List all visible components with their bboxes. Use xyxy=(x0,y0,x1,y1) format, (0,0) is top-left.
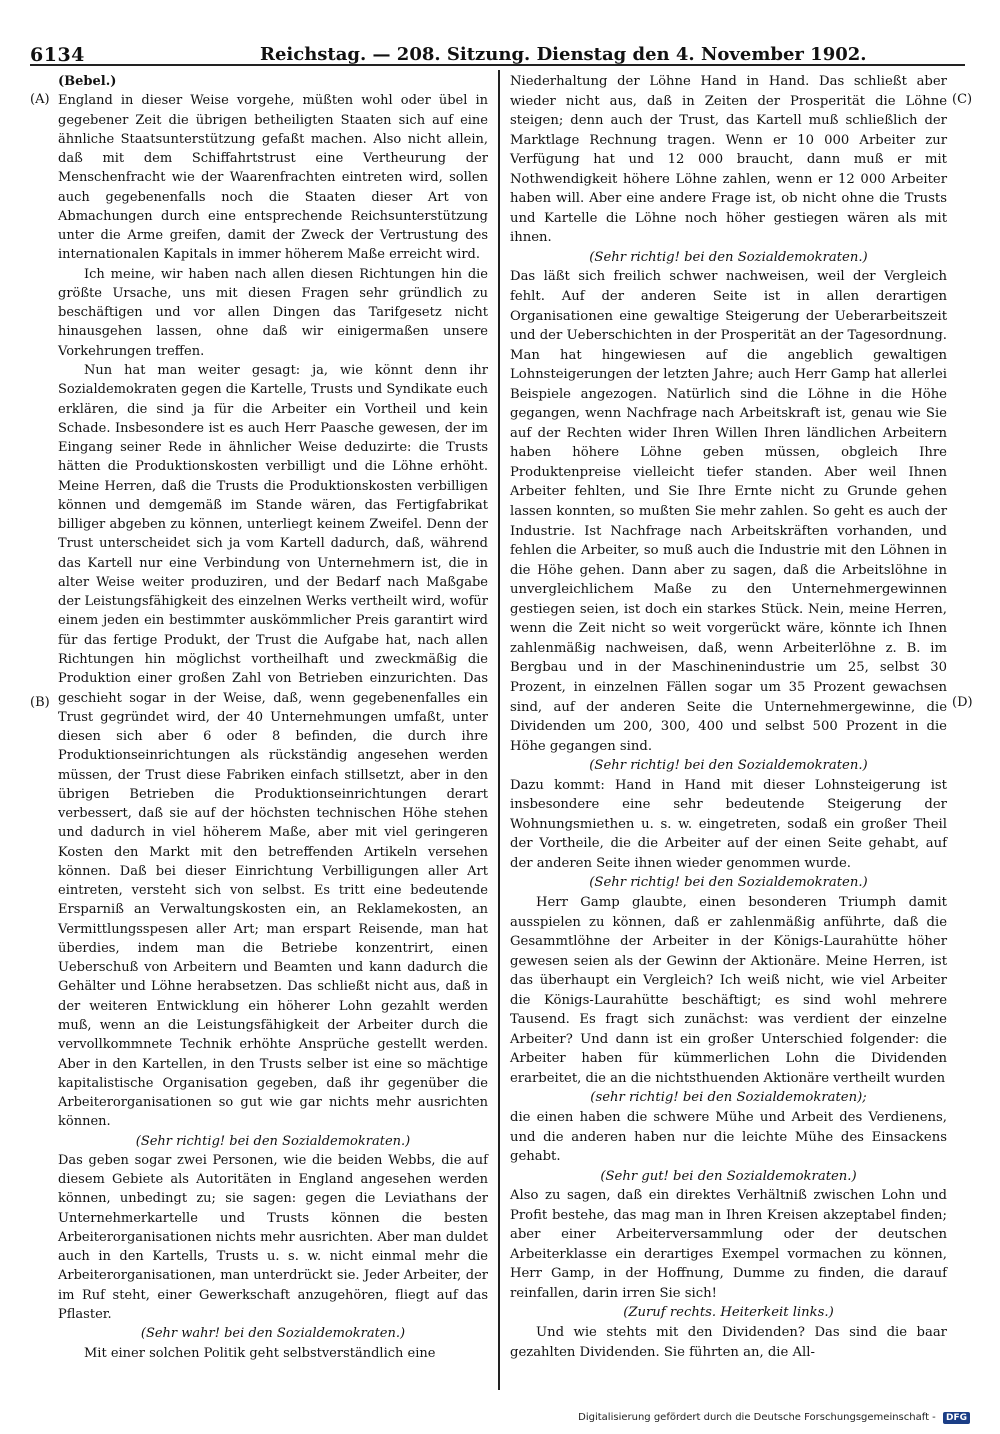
interjection: (Sehr richtig! bei den Sozialdemokraten.) xyxy=(589,249,868,265)
paragraph: Das geben sogar zwei Personen, wie die beiden Webbs, die auf diesem Gebiete als Autoritäten in England angesehen werden können, unbedingt zu; sie sagen: gegen die Leviathans der Unternehmerkartelle und Trusts können die besten Arbeiterorganisationen nichts mehr ausrichten. Aber man duldet auch in den Kartells, Trusts u. s. w. nicht einmal mehr die Arbeiterorganisationen, man unterdrückt sie. Jeder Arbeiter, der im Ruf steht, einer Gewerkschaft anzugehören, fliegt auf das Pflaster. xyxy=(58,1152,488,1322)
right-column xyxy=(510,72,947,1362)
paragraph: Dazu kommt: Hand in Hand mit dieser Lohnsteigerung ist insbesondere eine sehr bedeutende Steigerung der Wohnungsmiethen u. s. w. eingetreten, sodaß ein großer Theil der Vortheile, die die Arbeiter auf der einen Seite gehabt, auf der anderen Seite ihnen wieder genommen wurde. xyxy=(510,777,947,871)
footer-credit xyxy=(578,1412,970,1424)
interjection: (sehr richtig! bei den Sozialdemokraten); xyxy=(590,1090,867,1106)
margin-label-b: (B) xyxy=(30,695,50,710)
margin-label-c: (C) xyxy=(952,92,973,107)
footer-text: Digitalisierung gefördert durch die Deutsche Forschungsgemeinschaft - xyxy=(578,1412,936,1423)
header-rule xyxy=(30,64,965,66)
dfg-logo-icon: DFG xyxy=(943,1412,970,1424)
paragraph: die einen haben die schwere Mühe und Arbeit des Verdienens, und die anderen haben nur die leichte Mühe des Einsackens gehabt. xyxy=(510,1109,947,1165)
paragraph: Ich meine, wir haben nach allen diesen Richtungen hin die größte Ursache, uns mit diesen Fragen sehr gründlich zu beschäftigen und vor allen Dingen das Tarifgesetz nicht hinausgehen lassen, ohne daß wir einigermaßen unsere Vorkehrungen treffen. xyxy=(58,266,488,359)
paragraph: Niederhaltung der Löhne Hand in Hand. Das schließt aber wieder nicht aus, daß in Zeiten der Prosperität die Löhne steigen; denn auch der Trust, das Kartell muß schließlich der Marktlage Rechnung tragen. Wenn er 10 000 Arbeiter zur Verfügung hat und 12 000 braucht, dann muß er mit Nothwendigkeit höhere Löhne zahlen, wenn er 12 000 Arbeiter haben will. Aber eine andere Frage ist, ob nicht ohne die Trusts und Kartelle die Löhne noch höher gestiegen wären als mit ihnen. xyxy=(510,74,947,246)
paragraph: Also zu sagen, daß ein direktes Verhältniß zwischen Lohn und Profit bestehe, das mag man in Ihren Kreisen akzeptabel finden; aber einer Arbeiterversammlung oder der deutschen Arbeiterklasse ein derartiges Exempel vormachen zu können, Herr Gamp, in der Hoffnung, Dumme zu finden, die darauf reinfallen, darin irren Sie sich! xyxy=(510,1188,947,1301)
page-number: 6134 xyxy=(30,44,85,66)
paragraph: Das läßt sich freilich schwer nachweisen, weil der Vergleich fehlt. Auf der anderen Seite ist in allen derartigen Organisationen eine gewaltige Steigerung der Ueberarbeitszeit und der Ueberschichten in der Prosperität an der Tagesordnung. Man hat hingewiesen auf die angeblich gewaltigen Lohnsteigerungen der letzten Jahre; auch Herr Gamp hat allerlei Beispiele angezogen. Natürlich sind die Löhne in die Höhe gegangen, wenn Nachfrage nach Arbeitskraft ist, genau wie Sie auf der Rechten wider Ihren Willen Ihren ländlichen Arbeitern haben höhere Löhne geben müssen, obgleich Ihre Produktenpreise vielleicht tiefer standen. Aber weil Ihnen Arbeiter fehlten, und Sie Ihre Ernte nicht zu Grunde gehen lassen konnten, so mußten Sie mehr zahlen. So geht es auch der Industrie. Ist Nachfrage nach Arbeitskräften vorhanden, und fehlen die Arbeiter, so muß auch die Industrie mit den Löhnen in die Höhe gehen. Dann aber zu sagen, daß die Arbeitslöhne in unvergleichlichem Maße zu den Unternehmergewinnen gestiegen seien, ist doch ein starkes Stück. Nein, meine Herren, wenn die Zeit nicht so weit vorgerückt wäre, könnte ich Ihnen zahlenmäßig nachweisen, daß, wenn Arbeiterlöhne z. B. im Bergbau und in der Maschinenindustrie um 25, selbst 30 Prozent, in einzelnen Fällen sogar um 35 Prozent gewachsen sind, auf der anderen Seite die Unternehmergewinne, die Dividenden um 200, 300, 400 und selbst 500 Prozent in die Höhe gegangen sind. xyxy=(510,269,947,754)
margin-label-d: (D) xyxy=(952,695,973,710)
paragraph: Herr Gamp glaubte, einen besonderen Triumph damit ausspielen zu können, daß er zahlenmäßig anführte, daß die Gesammtlöhne der Arbeiter in der Königs-Laurahütte höher gewesen seien als der Gewinn der Aktionäre. Meine Herren, ist das überhaupt ein Vergleich? Ich weiß nicht, wie viel Arbeiter die Königs-Laurahütte beschäftigt; es sind wohl mehrere Tausend. Es fragt sich zunächst: was verdient der einzelne Arbeiter? Und dann ist ein großer Unterschied folgender: die Arbeiter haben für kümmerlichen Lohn die Dividenden erarbeitet, die an die nichtsthuenden Aktionäre vertheilt wurden xyxy=(510,894,947,1086)
paragraph: Mit einer solchen Politik geht selbstverständlich eine xyxy=(84,1345,436,1361)
left-column xyxy=(58,72,488,1363)
paragraph: Und wie stehts mit den Dividenden? Das sind die baar gezahlten Dividenden. Sie führten an, die All- xyxy=(510,1325,947,1360)
paragraph: England in dieser Weise vorgehe, müßten wohl oder übel in gegebener Zeit die übrigen betheiligten Staaten sich auf eine ähnliche Staatsunterstützung gefaßt machen. Also nicht allein, daß mit dem Schiffahrtstrust eine Vertheurung der Menschenfracht wie der Waarenfrachten eintreten wird, sollen auch gegebenenfalls noch die Staaten dieser Art von Abmachungen durch eine entsprechende Reichsunterstützung unter die Arme greifen, damit der Zweck der Vertrustung des internationalen Kapitals in immer höherem Maße erreicht wird. xyxy=(58,93,488,263)
interjection: (Sehr richtig! bei den Sozialdemokraten.) xyxy=(135,1133,411,1149)
speaker-label: (Bebel.) xyxy=(58,74,117,89)
margin-label-a: (A) xyxy=(30,92,50,107)
paragraph: Nun hat man weiter gesagt: ja, wie könnt denn ihr Sozialdemokraten gegen die Kartelle, Trusts und Syndikate euch erklären, die sind ja für die Arbeiter ein Vortheil und kein Schade. Insbesondere ist es auch Herr Paasche gewesen, der im Eingang seiner Rede in ähnlicher Weise deduzirte: die Trusts hätten die Produktionskosten verbilligt und die Löhne erhöht. Meine Herren, daß die Trusts die Produktionskosten verbilligen können und demgemäß im Stande wären, das Fertigfabrikat billiger abgeben zu können, unterliegt keinem Zweifel. Denn der Trust unterscheidet sich ja vom Kartell dadurch, daß, während das Kartell nur eine Verbindung von Unternehmern ist, die in alter Weise weiter produziren, und der Bedarf nach Maßgabe der Leistungsfähigkeit des einzelnen Werks vertheilt wird, wofür einem jeden ein bestimmter auskömmlicher Preis garantirt wird für das fertige Produkt, der Trust die Aufgabe hat, nach allen Richtungen hin möglichst vortheilhaft und zweckmäßig die Produktion einer großen Zahl von Betrieben einzurichten. Das geschieht sogar in der Weise, daß, wenn gegebenenfalles ein Trust gegründet wird, der 40 Unternehmungen umfaßt, unter diesen sich aber 6 oder 8 befinden, die durch ihre Produktionseinrichtungen als rückständig angesehen werden müssen, der Trust diese Fabriken einfach stillsetzt, aber in den übrigen Betrieben die Produktionseinrichtungen derart verbessert, daß sie auf der höchsten technischen Höhe stehen und dadurch in viel höherem Maße, aber mit viel geringeren Kosten den Markt mit den betreffenden Artikeln versehen können. Daß bei dieser Einrichtung Verbilligungen aller Art eintreten, versteht sich von selbst. Es tritt eine bedeutende Ersparniß an Verwaltungskosten ein, an Reklamekosten, an Vermittlungsspesen aller Art; man erspart Reisende, man hat überdies, indem man die Betriebe konzentrirt, einen Ueberschuß von Arbeitern und Beamten und kann dadurch die Gehälter und Löhne herabsetzen. Das schließt nicht aus, daß in der weiteren Entwicklung ein höherer Lohn gezahlt werden muß, wenn an die Leistungsfähigkeit der Arbeiter durch die vervollkommnete Technik erhöhte Ansprüche gestellt werden. Aber in den Kartellen, in den Trusts selber ist eine so mächtige kapitalistische Organisation gegeben, daß ihr gegenüber die Arbeiterorganisationen so gut wie gar nichts mehr ausrichten können. xyxy=(58,362,488,1130)
interjection: (Sehr wahr! bei den Sozialdemokraten.) xyxy=(140,1326,406,1342)
interjection: (Zuruf rechts. Heiterkeit links.) xyxy=(623,1305,834,1321)
interjection: (Sehr richtig! bei den Sozialdemokraten.) xyxy=(589,758,868,774)
interjection: (Sehr richtig! bei den Sozialdemokraten.) xyxy=(589,875,868,891)
page-title: Reichstag. — 208. Sitzung. Dienstag den 4. November 1902. xyxy=(260,44,867,65)
interjection: (Sehr gut! bei den Sozialdemokraten.) xyxy=(600,1168,857,1184)
column-divider xyxy=(498,70,500,1390)
